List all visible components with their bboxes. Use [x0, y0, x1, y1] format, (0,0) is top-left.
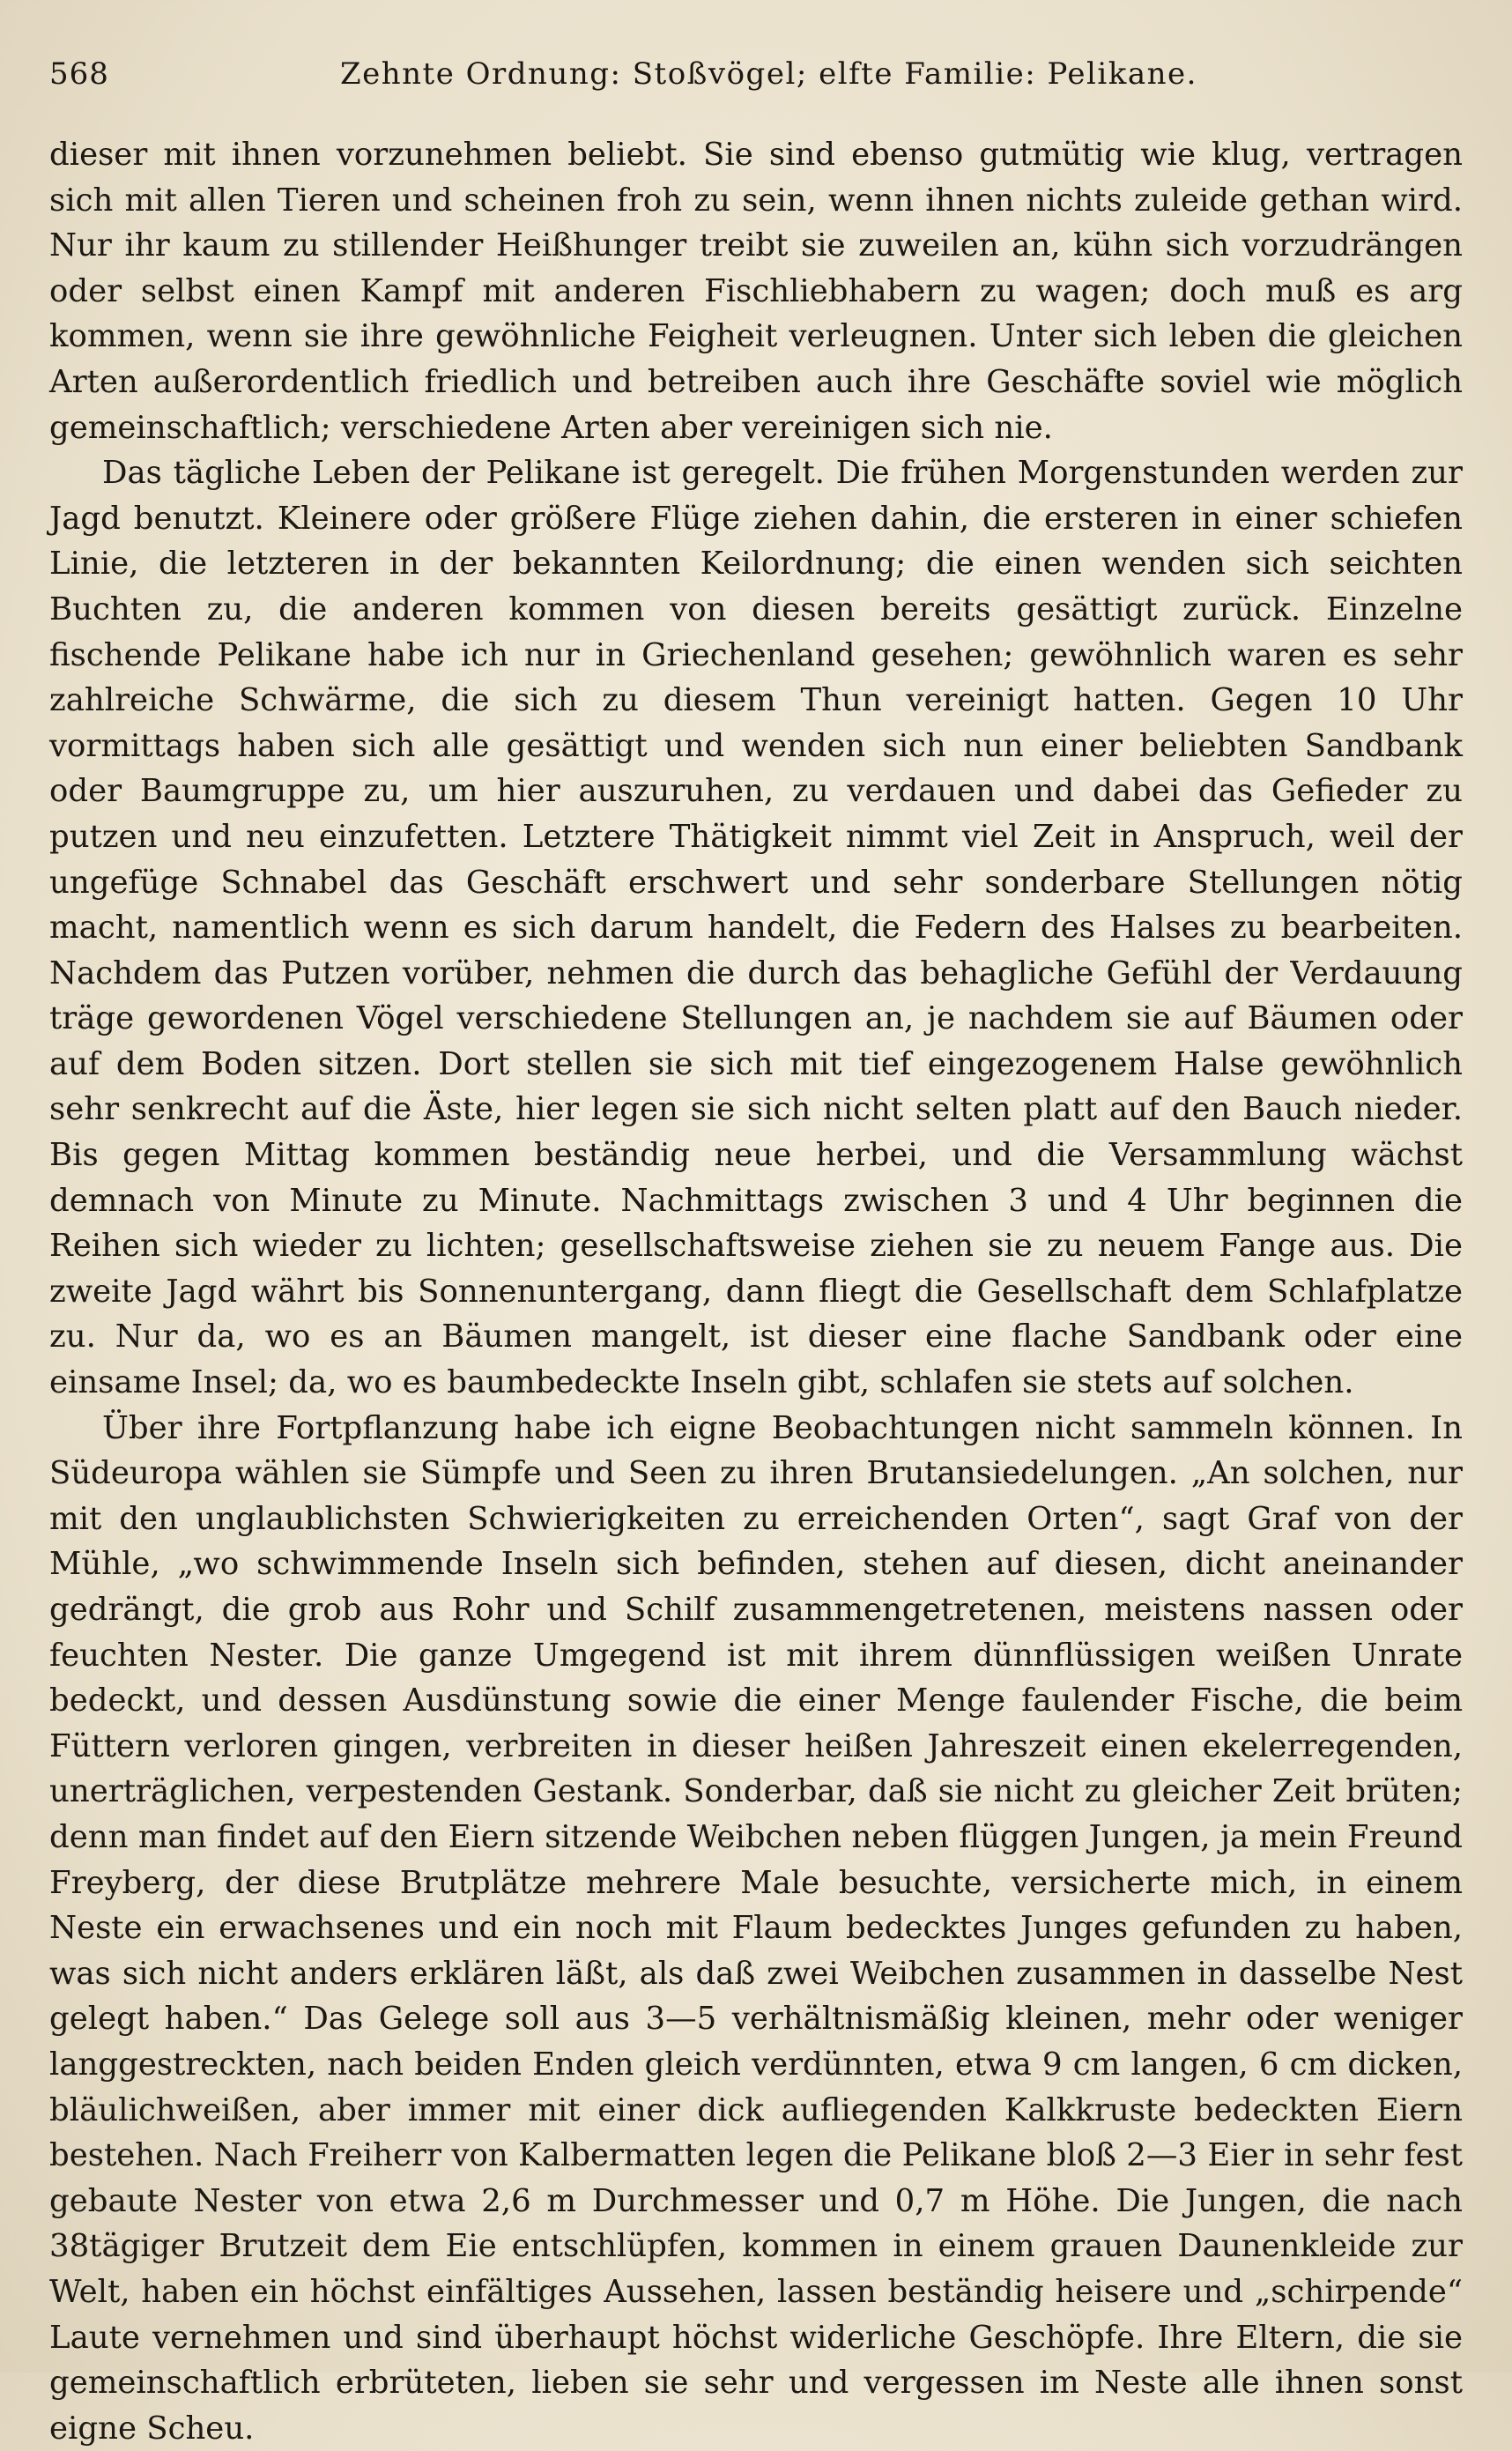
page-number: 568 [49, 56, 109, 92]
body-text [49, 132, 1463, 2451]
page-header [49, 46, 1463, 102]
running-head: Zehnte Ordnung: Stoßvögel; elfte Familie: Pelikane. [340, 56, 1197, 92]
paragraph-daily-life: Das tägliche Leben der Pelikane ist geregelt. Die frühen Morgenstunden werden zur Jagd benutzt. Kleinere oder größere Flüge ziehen dahin, die ersteren in einer schiefen Linie, die letzteren in der bekannten Keilordnung; die einen wenden sich seichten Buchten zu, die anderen kommen von diesen bereits gesättigt zurück. Einzelne fischende Pelikane habe ich nur in Griechenland gesehen; gewöhnlich waren es sehr zahlreiche Schwärme, die sich zu diesem Thun vereinigt hatten. Gegen 10 Uhr vormittags haben sich alle gesättigt und wenden sich nun einer beliebten Sandbank oder Baumgruppe zu, um hier auszuruhen, zu verdauen und dabei das Gefieder zu putzen und neu einzufetten. Letztere Thätigkeit nimmt viel Zeit in Anspruch, weil der ungefüge Schnabel das Geschäft erschwert und sehr sonderbare Stellungen nötig macht, namentlich wenn es sich darum handelt, die Federn des Halses zu bearbeiten. Nachdem das Putzen vorüber, nehmen die durch das behagliche Gefühl der Verdauung träge gewordenen Vögel verschiedene Stellungen an, je nachdem sie auf Bäumen oder auf dem Boden sitzen. Dort stellen sie sich mit tief eingezogenem Halse gewöhnlich sehr senkrecht auf die Äste, hier legen sie sich nicht selten platt auf den Bauch nieder. Bis gegen Mittag kommen beständig neue herbei, und die Versammlung wächst demnach von Minute zu Minute. Nachmittags zwischen 3 und 4 Uhr beginnen die Reihen sich wieder zu lichten; gesellschaftsweise ziehen sie zu neuem Fange aus. Die zweite Jagd währt bis Sonnenuntergang, dann fliegt die Gesellschaft dem Schlafplatze zu. Nur da, wo es an Bäumen mangelt, ist dieser eine flache Sandbank oder eine einsame Insel; da, wo es baumbedeckte Inseln gibt, schlafen sie stets auf solchen. [49, 455, 1463, 1401]
paragraph-continuation: dieser mit ihnen vorzunehmen beliebt. Sie sind ebenso gutmütig wie klug, vertragen sich mit allen Tieren und scheinen froh zu sein, wenn ihnen nichts zuleide gethan wird. Nur ihr kaum zu stillender Heißhunger treibt sie zuweilen an, kühn sich vorzudrängen oder selbst einen Kampf mit anderen Fischliebhabern zu wagen; doch muß es arg kommen, wenn sie ihre gewöhnliche Feigheit verleugnen. Unter sich leben die gleichen Arten außerordentlich friedlich und betreiben auch ihre Geschäfte soviel wie möglich gemeinschaftlich; verschiedene Arten aber vereinigen sich nie. [49, 137, 1463, 446]
paragraph-reproduction: Über ihre Fortpflanzung habe ich eigne Beobachtungen nicht sammeln können. In Südeuropa wählen sie Sümpfe und Seen zu ihren Brutansiedelungen. „An solchen, nur mit den unglaublichsten Schwierigkeiten zu erreichenden Orten“, sagt Graf von der Mühle, „wo schwimmende Inseln sich befinden, stehen auf diesen, dicht aneinander gedrängt, die grob aus Rohr und Schilf zusammengetretenen, meistens nassen oder feuchten Nester. Die ganze Umgegend ist mit ihrem dünnflüssigen weißen Unrate bedeckt, und dessen Ausdünstung sowie die einer Menge faulender Fische, die beim Füttern verloren gingen, verbreiten in dieser heißen Jahreszeit einen ekelerregenden, unerträglichen, verpestenden Gestank. Sonderbar, daß sie nicht zu gleicher Zeit brüten; denn man findet auf den Eiern sitzende Weibchen neben flüggen Jungen, ja mein Freund Freyberg, der diese Brutplätze mehrere Male besuchte, versicherte mich, in einem Neste ein erwachsenes und ein noch mit Flaum bedecktes Junges gefunden zu haben, was sich nicht anders erklären läßt, als daß zwei Weibchen zusammen in dasselbe Nest gelegt haben.“ Das Gelege soll aus 3—5 verhältnismäßig kleinen, mehr oder weniger langgestreckten, nach beiden Enden gleich verdünnten, etwa 9 cm langen, 6 cm dicken, bläulichweißen, aber immer mit einer dick aufliegenden Kalkkruste bedeckten Eiern bestehen. Nach Freiherr von Kalbermatten legen die Pelikane bloß 2—3 Eier in sehr fest gebaute Nester von etwa 2,6 m Durchmesser und 0,7 m Höhe. Die Jungen, die nach 38tägiger Brutzeit dem Eie entschlüpfen, kommen in einem grauen Daunenkleide zur Welt, haben ein höchst einfältiges Aussehen, lassen beständig heisere und „schirpende“ Laute vernehmen und sind überhaupt höchst widerliche Geschöpfe. Ihre Eltern, die sie gemeinschaftlich erbrüteten, lieben sie sehr und vergessen im Neste alle ihnen sonst eigne Scheu. [49, 1409, 1463, 2447]
